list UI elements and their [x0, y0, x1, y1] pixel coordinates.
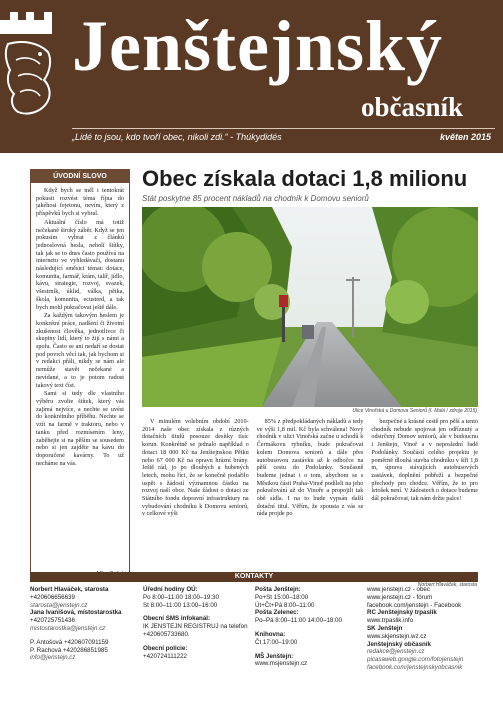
newsletter-title: Jenštejnský: [72, 6, 444, 86]
article-subhead: Stát poskytne 85 procent nákladů na chodník k Domovu seniorů: [142, 194, 369, 203]
article-column: [371, 418, 478, 578]
contact-line: P. Rachová +420286851985: [30, 646, 108, 654]
contact-line: Po+St 15:00–18:00: [255, 593, 309, 601]
contact-line: Jana Ivanišová, místostarostka: [30, 609, 122, 617]
contacts-column: [30, 583, 143, 703]
contact-line: Po 8:00–11:00 18:00–19:30: [143, 593, 219, 601]
article-paragraph: 85% z předpokládaných nákladů a tedy ve výši 1,8 mil. Kč byla schválena! Nový chodník v ulici Vinořská začne u schodů k Čermákovu rybníku, bude pokračovat kolem Domova seniorů a dále přes autobusovou zastávku až k odbočce na pěší cestu do Podolanky. Současně budeme jednat i o tom, abychom se s Městkou části Praha-Vinoř podíleli na jeho pokračování až do Vinoře a propojili tak obě sídla. I na to bude vypsán další dotační titul. Věřím, že spousta z vás se ráda projde po: [256, 418, 364, 518]
contact-line: St 8:00–11:00 13:00–16:00: [143, 601, 218, 609]
article-body: [142, 418, 478, 578]
contact-line: Obecní policie:: [143, 644, 188, 652]
contact-line: Út+Čt+Pá 8:00–11:00: [255, 601, 315, 609]
contact-line: P. Antošová +420607091159: [30, 638, 109, 646]
contact-line: IK JENSTEJN REGISTRUJ na telefon +420605733680.: [143, 623, 248, 638]
article-column: [257, 418, 364, 578]
contact-line: +420606656639: [30, 593, 75, 601]
contact-line: Norbert Hlaváček, starosta: [30, 586, 109, 593]
contact-line: Čt 17:00–19:00: [255, 638, 298, 646]
contact-line: www.jenstejn.cz - obec: [367, 586, 430, 593]
contacts-column: [255, 583, 367, 703]
contacts-section: [30, 583, 478, 703]
contact-line: MŠ Jenštejn:: [255, 652, 294, 660]
issue-date: květen 2015: [439, 132, 491, 142]
contact-line: mistostarostka@jenstejn.cz: [30, 624, 106, 632]
masthead-divider: [72, 128, 495, 129]
contact-line: www.jenstejn.cz - fórum: [367, 593, 433, 601]
contact-line: Jenštejnský občasník: [367, 640, 431, 648]
contact-line: starosta@jenstejn.cz: [30, 601, 88, 609]
sidebar-paragraph: Když bych se měl i tentokrát pokusit rozvést téma října do jakéhosi fejetonu, nevím, který z příspěvků bych si vybral.: [36, 187, 124, 218]
contact-line: picasaweb.google.com/fotojenstejn: [367, 656, 464, 664]
article-paragraph: V minulém volebním období 2010-2014 naše obec získala z různých dotačních titulů posouze desítky tisíc korun. Konkrétně se jednalo například o dotaci 18 000 Kč na Jenštejnskou Pětku nebo 67 000 Kč na opravu hrázní brány. Ještě rád, jo po dlouhých a hubených letech, mohu říci, že se konečně podařilo uspět s žádostí významnou částku na rozvoj naší obce. Naše žádost o dotaci ze Státního fondu dopravní infrastruktury na vybudování chodníku k Domovu seniorů, v celkové výši: [142, 418, 249, 518]
contact-line: Úřední hodiny OÚ:: [143, 586, 198, 593]
sidebar-paragraph: Za každým takovým heslem je konkrétní práce, nadšení či životní zkušenost člověka, jednotlivce či skupiny lidí, který to žijí s námi a spolu. Často se ani nedaří se dostat pod povrch věcí tak, jak bychom si v redakci přáli, nikdy se nám ale nemůže stavět nečekané a nevídané, a to je potom radost takový text číst.: [36, 312, 124, 389]
street-photo: [142, 207, 478, 407]
intro-sidebar: [30, 169, 130, 581]
masthead: [0, 0, 503, 153]
contact-line: www.skjenstejn.wz.cz: [367, 632, 427, 640]
sidebar-paragraph: Aktuální číslo má totiž nečekaně široký záběr. Když se jen pokusím vybrat z článků jednoslovná hesla, nebolí štítky, tak jak se to dnes často používá na internetu ve vyhledávači, dostanu následující směsici témat: dotace, komunita, farmář, krám, talíř, jídlo, kávu, strategie, rozvoj, svazek, všestrník, úklid, válka, pětka, škola, komunita, ecustred, a tak bych mohl pokračovat ještě dále.: [36, 218, 124, 311]
coat-of-arms-logo: [0, 0, 62, 153]
contacts-heading: KONTAKTY: [30, 572, 478, 582]
contact-line: Obecní SMS infokanál:: [143, 615, 211, 623]
masthead-quote: „Lidé to jsou, kdo tvoří obec, nikoli zdi.“ - Thúkydidés: [72, 132, 282, 142]
contact-line: Pošta Jenštejn:: [255, 586, 301, 593]
contact-line: Po–Pá 8:00–11:00 14:00–18:00: [255, 617, 342, 625]
sidebar-paragraph: Sami si tedy dle vlastního výběru zvolte štítek, který vás zajímá nejvíce, a nechte se uvést do konkrétního příběhu. Nechte se vzít na farmě v traktoru, nebo v tanku před rozmísením leny, zaběhejte si na pěším se sousedem nebo si jen zajděte na kávu do doporučené kavárny. To už necháme na vás.: [36, 390, 124, 467]
article-signature: Norbert Hlaváček, starosta: [417, 582, 477, 588]
newsletter-subtitle: občasník: [360, 92, 463, 122]
contact-line: +420725751436: [30, 617, 75, 625]
sidebar-body: [31, 183, 129, 467]
contact-line: +420724111222: [143, 652, 187, 660]
photo-caption: Ulice Vinořská u Domova Seniorů (I. Malá / zdroje 2015): [352, 408, 477, 414]
contact-line: RC Jenštejnský trpaslík: [367, 609, 437, 617]
contact-line: SK Jenštejn: [367, 624, 403, 632]
contact-line: redakce@jenstejn.cz: [367, 648, 425, 656]
contact-line: Knihovna:: [255, 630, 286, 638]
article-headline: Obec získala dotaci 1,8 milionu: [142, 166, 468, 191]
contact-line: facebook.com/jenstejnskyobcasnik: [367, 663, 463, 671]
contacts-column: [143, 583, 255, 703]
contact-line: www.msjenstejn.cz: [255, 660, 308, 668]
article-paragraph: bezpečné a krásné cestě pro pěší a tento chodník nebude spojovat jen odříznutý a odstrčený Domov seniorů, ale v budoucnu i Jenštejn, Vinoř a v neposlední řadě Podolánky. Součástí celého projektu je poměrně dlouhá stavba chodníku v šíři 1,8 m, úprava stávajících autobusových zastávek, doplnění pobřeží a bezpečné přechody pro chodce. Věřím, že to pro letošek není. V žádostech o dotace budeme dál pokračovat, tak nám držte palce!: [371, 418, 479, 503]
article-column: [142, 418, 249, 578]
contact-line: www.trpaslik.info: [367, 617, 414, 625]
contacts-column: [367, 583, 478, 703]
contact-line: info@jenstejn.cz: [30, 654, 76, 662]
contact-line: facebook.com/jenstejn - Facebook: [367, 601, 462, 609]
contact-line: Pošta Zelenec:: [255, 609, 299, 617]
sidebar-heading: ÚVODNÍ SLOVO: [31, 170, 129, 183]
